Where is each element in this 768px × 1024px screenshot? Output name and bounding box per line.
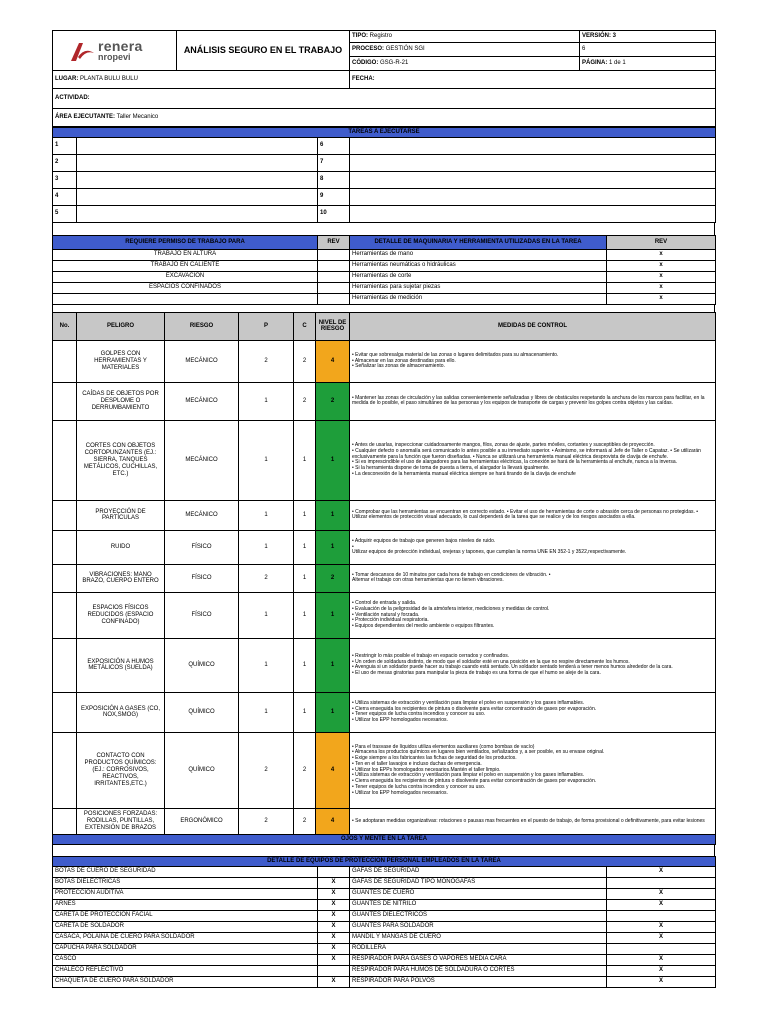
permiso-item: ESPACIOS CONFINADOS — [53, 282, 318, 293]
permiso-item: TRABAJO EN CALIENTE — [53, 260, 318, 271]
riesgo-row — [53, 808, 716, 834]
tareas-title: TAREAS A EJECUTARSE — [53, 128, 716, 138]
epp-check-right[interactable]: X — [607, 888, 716, 899]
riesgo-peligro: CORTES CON OBJETOS CORTOPUNZANTES (EJ.: SIERRA, TANQUES METÁLICOS, CUCHILLAS, ETC.) — [77, 420, 165, 500]
tarea-field[interactable] — [77, 154, 318, 171]
epp-item-left: CASCO — [53, 954, 318, 965]
riesgo-medidas: • Para el trasvase de líquidos utiliza elementos auxiliares (como bombas de vacío) • Almacena los productos químicos en lugares bien ventilados, señalizados y, a ser posible, en su envase original. • Exige siempre a los fabricantes las fichas de seguridad de los productos. • Ten en el taller lavaojos e incluso duchas de emergencia. • Utilizar los EPPs homologados necesarios.Mantén el taller limpio. • Utiliza sistemas de extracción y ventilación para limpiar el polvo en suspensión y los gases inflamables. • Cierra enseguida los recipientes de pintura o disolvente para evitar concentración de gases por evaporación. • Tener equipos de lucha contra incendios y conocer su uso. • Utilizar los EPP homologados necesarios. — [350, 732, 716, 808]
permiso-rev[interactable] — [318, 271, 350, 282]
maquinaria-rev-header: REV — [607, 235, 716, 249]
tareas-table — [52, 127, 716, 223]
epp-check-right[interactable]: X — [607, 921, 716, 932]
riesgo-p: 1 — [239, 530, 294, 564]
tarea-number: 10 — [318, 205, 350, 222]
epp-row — [53, 921, 716, 932]
riesgo-row — [53, 592, 716, 638]
permiso-row — [53, 260, 716, 271]
riesgo-c: 2 — [294, 808, 316, 834]
maquinaria-rev[interactable]: x — [607, 293, 716, 304]
epp-check-right[interactable]: X — [607, 965, 716, 976]
riesgo-c: 1 — [294, 592, 316, 638]
epp-title: DETALLE DE EQUIPOS DE PROTECCION PERSONAL EMPLEADOS EN LA TAREA — [53, 856, 716, 866]
epp-check-left[interactable]: X — [318, 954, 350, 965]
riesgos-footer: OJOS Y MENTE EN LA TAREA — [53, 834, 716, 844]
epp-check-right[interactable]: X — [607, 976, 716, 987]
riesgo-p: 2 — [239, 564, 294, 592]
tarea-number: 1 — [53, 137, 77, 154]
riesgo-no — [53, 564, 77, 592]
riesgo-no — [53, 638, 77, 692]
epp-check-left[interactable] — [318, 866, 350, 877]
riesgo-nivel-badge: 4 — [316, 340, 350, 382]
epp-check-right[interactable] — [607, 943, 716, 954]
tarea-field[interactable] — [77, 205, 318, 222]
permiso-item: EXCAVACION — [53, 271, 318, 282]
permiso-rev[interactable] — [318, 249, 350, 260]
maquinaria-rev[interactable]: x — [607, 282, 716, 293]
epp-row — [53, 943, 716, 954]
riesgo-row — [53, 500, 716, 530]
riesgo-nivel-badge: 1 — [316, 692, 350, 732]
col-no: No. — [53, 312, 77, 340]
epp-item-left: CARETA DE SOLDADOR — [53, 921, 318, 932]
tarea-field[interactable] — [77, 137, 318, 154]
epp-check-right[interactable] — [607, 910, 716, 921]
logo-text-line2: nropevi — [98, 52, 131, 62]
maquinaria-rev[interactable]: x — [607, 260, 716, 271]
fecha-field: FECHA: — [350, 71, 716, 89]
maquinaria-item: Herramientas neumáticas o hidráulicas — [350, 260, 607, 271]
riesgo-peligro: CAÍDAS DE OBJETOS POR DESPLOME O DERRUMBAMIENTO — [77, 382, 165, 420]
epp-row — [53, 888, 716, 899]
area-field: ÁREA EJECUTANTE: Taller Mecanico — [53, 109, 716, 127]
permisos-rev-header: REV — [318, 235, 350, 249]
riesgo-c: 1 — [294, 530, 316, 564]
epp-row — [53, 866, 716, 877]
epp-item-right: RESPIRADOR PARA POLVOS — [350, 976, 607, 987]
riesgo-no — [53, 808, 77, 834]
epp-row — [53, 877, 716, 888]
maquinaria-item: Herramientas de corte — [350, 271, 607, 282]
tarea-row — [53, 205, 716, 222]
riesgo-peligro: VIBRACIONES: MANO BRAZO, CUERPO ENTERO — [77, 564, 165, 592]
riesgo-medidas: • Adquirir equipos de trabajo que generen bajos niveles de ruido. • Utilizar equipos de protección individual, orejeras y tapones, que cumplan la norma UNE EN 352-1 y 3522,respectivamente. — [350, 530, 716, 564]
tarea-field[interactable] — [350, 188, 716, 205]
riesgo-p: 1 — [239, 638, 294, 692]
riesgo-medidas: • Tomar descansos de 10 minutos por cada hora de trabajo en condiciones de vibración. • Alternar el trabajo con otras herramientas que no tienen vibraciones. — [350, 564, 716, 592]
lugar-field: LUGAR: PLANTA BULU BULU — [53, 71, 350, 89]
riesgo-tipo: QUÍMICO — [165, 638, 239, 692]
epp-check-right[interactable]: X — [607, 954, 716, 965]
riesgo-no — [53, 340, 77, 382]
epp-check-left[interactable] — [318, 965, 350, 976]
riesgo-row — [53, 564, 716, 592]
riesgo-p: 1 — [239, 592, 294, 638]
epp-item-left: CASACA, POLAINA DE CUERO PARA SOLDADOR — [53, 932, 318, 943]
maquinaria-rev[interactable]: x — [607, 249, 716, 260]
permisos-title: REQUIERE PERMISO DE TRABAJO PARA — [53, 235, 318, 249]
spacer — [52, 223, 715, 235]
epp-item-left: CARETA DE PROTECCION FACIAL — [53, 910, 318, 921]
pagina-field: PÁGINA: 1 de 1 — [580, 57, 716, 71]
riesgo-medidas: • Utiliza sistemas de extracción y ventilación para limpiar el polvo en suspensión y los gases inflamables. • Cierra enseguida los recipientes de pintura o disolvente para evitar concentración de gases por evaporación. • Tener equipos de lucha contra incendios y conocer su uso. • Utilizar los EPP homologados necesarios. — [350, 692, 716, 732]
epp-item-left: ARNES — [53, 899, 318, 910]
codigo-field: CÓDIGO: GSG-R-21 — [350, 57, 580, 71]
company-logo-icon — [69, 39, 95, 63]
tarea-row — [53, 171, 716, 188]
riesgo-row — [53, 340, 716, 382]
epp-row — [53, 932, 716, 943]
tarea-number: 7 — [318, 154, 350, 171]
epp-item-right: RODILLERA — [350, 943, 607, 954]
riesgo-row — [53, 638, 716, 692]
riesgo-nivel-badge: 2 — [316, 564, 350, 592]
maquinaria-item: Herramientas de medición — [350, 293, 607, 304]
permiso-rev[interactable] — [318, 282, 350, 293]
riesgo-tipo: QUÍMICO — [165, 692, 239, 732]
epp-row — [53, 965, 716, 976]
riesgo-nivel-badge: 1 — [316, 592, 350, 638]
riesgo-nivel-badge: 4 — [316, 732, 350, 808]
epp-item-left: BOTAS DE CUERO DE SEGURIDAD — [53, 866, 318, 877]
tarea-field[interactable] — [350, 137, 716, 154]
riesgo-peligro: EXPOSICIÓN A HUMOS METÁLICOS (SUELDA) — [77, 638, 165, 692]
riesgo-tipo: QUÍMICO — [165, 732, 239, 808]
tarea-field[interactable] — [77, 188, 318, 205]
epp-item-left: CHAQUETA DE CUERO PARA SOLDADOR — [53, 976, 318, 987]
permiso-row — [53, 271, 716, 282]
riesgo-c: 1 — [294, 500, 316, 530]
form-title: ANÁLISIS SEGURO EN EL TRABAJO — [177, 31, 350, 71]
riesgo-row — [53, 420, 716, 500]
riesgo-p: 1 — [239, 420, 294, 500]
riesgo-no — [53, 732, 77, 808]
riesgo-tipo: FÍSICO — [165, 530, 239, 564]
riesgo-nivel-badge: 1 — [316, 420, 350, 500]
riesgo-row — [53, 382, 716, 420]
permiso-item — [53, 293, 318, 304]
riesgo-peligro: CONTACTO CON PRODUCTOS QUÍMICOS: (EJ.: CORROSIVOS, REACTIVOS, IRRITANTES,ETC.) — [77, 732, 165, 808]
epp-item-right: GUANTES DIELECTRICOS — [350, 910, 607, 921]
tarea-number: 5 — [53, 205, 77, 222]
epp-item-left: CAPUCHA PARA SOLDADOR — [53, 943, 318, 954]
epp-row — [53, 910, 716, 921]
epp-check-left[interactable]: X — [318, 910, 350, 921]
col-c: C — [294, 312, 316, 340]
form-page — [52, 30, 715, 988]
epp-row — [53, 954, 716, 965]
tarea-row — [53, 154, 716, 171]
tarea-row — [53, 137, 716, 154]
riesgo-tipo: MECÁNICO — [165, 340, 239, 382]
permiso-row — [53, 249, 716, 260]
col-p: P — [239, 312, 294, 340]
permiso-rev[interactable] — [318, 260, 350, 271]
col-nivel: NIVEL DE RIESGO — [316, 312, 350, 340]
riesgo-peligro: ESPACIOS FÍSICOS REDUCIDOS (ESPACIO CONFINADO) — [77, 592, 165, 638]
epp-row — [53, 976, 716, 987]
riesgo-c: 1 — [294, 638, 316, 692]
riesgo-peligro: GOLPES CON HERRAMIENTAS Y MATERIALES — [77, 340, 165, 382]
epp-check-left[interactable]: X — [318, 976, 350, 987]
logo-text-line1: renera — [98, 38, 143, 54]
tarea-number: 8 — [318, 171, 350, 188]
col-peligro: PELIGRO — [77, 312, 165, 340]
riesgo-medidas: • Antes de usarlas, inspeccionar cuidadosamente mangos, filos, zonas de ajuste, partes móviles, cortantes y susceptibles de proyección. • Cualquier defecto o anomalía será comunicado lo antes posible a su inmediato superior. • Asimismo, se informará al Jefe de Taller o Capataz. • Se utilizarán exclusivamente para la función que fueron diseñadas. • Nunca se utilizará una herramienta manual eléctrica desprovista de clavija de enchufe. • Si es imprescindible el uso de alargadores para las herramientas eléctricas, la conexión se hará de la herramienta al enchufe, nunca a la inversa. • Si la herramienta dispone de toma de puesta a tierra, el alargador la llevará igualmente. • La desconexión de la herramienta manual eléctrica siempre se hará tirando de la clavija de enchufe — [350, 420, 716, 500]
epp-check-left[interactable]: X — [318, 877, 350, 888]
epp-item-right: RESPIRADOR PARA HUMOS DE SOLDADURA O CORTES — [350, 965, 607, 976]
epp-check-left[interactable]: X — [318, 921, 350, 932]
riesgo-c: 1 — [294, 564, 316, 592]
epp-item-right: GUANTES DE NITRILO — [350, 899, 607, 910]
col-riesgo: RIESGO — [165, 312, 239, 340]
proceso-field: PROCESO: GESTIÓN SGI — [350, 43, 580, 57]
epp-row — [53, 899, 716, 910]
actividad-field: ACTIVIDAD: — [53, 89, 716, 109]
riesgo-p: 1 — [239, 382, 294, 420]
epp-item-right: GUANTES PARA SOLDADOR — [350, 921, 607, 932]
riesgo-medidas: • Mantener las zonas de circulación y las salidas convenientemente señalizadas y libres de obstáculos respetando la anchura de los marcos para facilitar, en la medida de lo posible, el paso simultáneo de las personas y los equipos de transporte de cargas y prevenir los golpes contra objetos y las caídas. — [350, 382, 716, 420]
riesgo-p: 2 — [239, 732, 294, 808]
tarea-field[interactable] — [77, 171, 318, 188]
tarea-row — [53, 188, 716, 205]
epp-item-right: RESPIRADOR PARA GASES O VAPORES MEDIA CARA — [350, 954, 607, 965]
tarea-field[interactable] — [350, 205, 716, 222]
riesgo-row — [53, 732, 716, 808]
tarea-number: 4 — [53, 188, 77, 205]
maquinaria-title: DETALLE DE MAQUINARIA Y HERRAMIENTA UTILIZADAS EN LA TAREA — [350, 235, 607, 249]
riesgo-medidas: • Evitar que sobresalga material de las zonas o lugares delimitados para su almacenamiento. • Almacenar en las zonas destinadas para ello. • Señalizar las zonas de almacenamiento. — [350, 340, 716, 382]
epp-table — [52, 856, 716, 988]
epp-item-right: GUANTES DE CUERO — [350, 888, 607, 899]
riesgo-peligro: POSICIONES FORZADAS: RODILLAS, PUNTILLAS, EXTENSIÓN DE BRAZOS — [77, 808, 165, 834]
epp-item-right: MANDIL Y MANGAS DE CUERO — [350, 932, 607, 943]
riesgo-peligro: EXPOSICIÓN A GASES (CO, NOX,SMOG) — [77, 692, 165, 732]
epp-check-right[interactable]: X — [607, 932, 716, 943]
riesgo-medidas: • Se adoptaran medidas organizativas: rotaciones o pausas mas frecuentes en el puesto de trabajo, de forma provisional o definitivamente, para evitar lesiones — [350, 808, 716, 834]
riesgo-p: 2 — [239, 808, 294, 834]
riesgo-nivel-badge: 2 — [316, 382, 350, 420]
epp-check-right[interactable] — [607, 877, 716, 888]
permiso-row — [53, 293, 716, 304]
epp-check-left[interactable]: X — [318, 899, 350, 910]
maquinaria-item: Herramientas de mano — [350, 249, 607, 260]
riesgo-row — [53, 530, 716, 564]
logo-cell — [53, 31, 177, 71]
riesgo-c: 1 — [294, 420, 316, 500]
riesgo-no — [53, 420, 77, 500]
epp-item-left: BOTAS DIELECTRICAS — [53, 877, 318, 888]
riesgo-medidas: • Restringir lo más posible el trabajo en espacio cerrados y confinados. • Un orden de soldadura distinto, de modo que el soldador esté en una posición en la que no respire directamente los humos. • Avenguia si un soldador puede hacer su trabajo cuando está sentado. Un soldador sentado tenderá a tener menos humos alrededor de la cara. • El uso de mesas giratorias para manipular la pieza de trabajo es una forma de que el humo se aleje de la cara. — [350, 638, 716, 692]
epp-check-right[interactable]: X — [607, 899, 716, 910]
epp-check-left[interactable]: X — [318, 943, 350, 954]
riesgo-c: 2 — [294, 732, 316, 808]
riesgo-nivel-badge: 1 — [316, 530, 350, 564]
riesgo-p: 1 — [239, 692, 294, 732]
riesgo-peligro: RUIDO — [77, 530, 165, 564]
riesgo-no — [53, 692, 77, 732]
riesgo-peligro: PROYECCIÓN DE PARTÍCULAS — [77, 500, 165, 530]
riesgo-tipo: MECÁNICO — [165, 382, 239, 420]
tarea-number: 2 — [53, 154, 77, 171]
spacer — [52, 305, 715, 312]
tarea-field[interactable] — [350, 154, 716, 171]
epp-item-left: PROTECCION AUDITIVA — [53, 888, 318, 899]
riesgo-p: 2 — [239, 340, 294, 382]
maquinaria-item: Herramientas para sujetar piezas — [350, 282, 607, 293]
riesgo-c: 1 — [294, 692, 316, 732]
permiso-rev[interactable] — [318, 293, 350, 304]
riesgo-medidas: • Control de entrada y salida. • Evaluación de la peligrosidad de la atmósfera interior, mediciones y medidas de control. • Ventilación natural y forzada. • Protección individual respiratoria. • Equipos dependientes del medio ambiente o equipos filtrantes. — [350, 592, 716, 638]
riesgo-tipo: FÍSICO — [165, 564, 239, 592]
riesgo-row — [53, 692, 716, 732]
riesgo-tipo: MECÁNICO — [165, 500, 239, 530]
epp-item-left: CHALECO REFLECTIVO — [53, 965, 318, 976]
epp-item-right: GAFAS DE SEGURIDAD — [350, 866, 607, 877]
permisos-table — [52, 235, 716, 305]
permiso-item: TRABAJO EN ALTURA — [53, 249, 318, 260]
tarea-number: 3 — [53, 171, 77, 188]
riesgo-c: 2 — [294, 340, 316, 382]
tarea-number: 9 — [318, 188, 350, 205]
epp-item-right: GAFAS DE SEGURIDAD TIPO MONOGAFAS — [350, 877, 607, 888]
riesgo-no — [53, 530, 77, 564]
col-medidas: MEDIDAS DE CONTROL — [350, 312, 716, 340]
riesgo-nivel-badge: 1 — [316, 638, 350, 692]
riesgo-tipo: ERGONÓMICO — [165, 808, 239, 834]
spacer — [52, 845, 715, 856]
riesgo-tipo: MECÁNICO — [165, 420, 239, 500]
riesgo-nivel-badge: 1 — [316, 500, 350, 530]
permiso-row — [53, 282, 716, 293]
maquinaria-rev[interactable]: x — [607, 271, 716, 282]
riesgo-no — [53, 382, 77, 420]
version-field: VERSIÓN: 3 — [580, 31, 716, 43]
tipo-field: TIPO: Registro — [350, 31, 580, 43]
riesgo-no — [53, 592, 77, 638]
riesgo-medidas: • Comprobar que las herramientas se encuentran en correcto estado. • Evitar el uso de herramientas de corte o abrasión cerca de personas no protegidas. • Utilizar elementos de protección visual adecuado, lo cual dependerá de la tarea que se realice y de los riesgos asociados a ella. — [350, 500, 716, 530]
riesgo-c: 2 — [294, 382, 316, 420]
epp-check-right[interactable]: X — [607, 866, 716, 877]
riesgo-no — [53, 500, 77, 530]
tarea-number: 6 — [318, 137, 350, 154]
riesgos-table — [52, 312, 716, 845]
riesgo-p: 1 — [239, 500, 294, 530]
tarea-field[interactable] — [350, 171, 716, 188]
epp-check-left[interactable]: X — [318, 932, 350, 943]
proceso-number: 6 — [580, 43, 716, 57]
riesgo-tipo: FÍSICO — [165, 592, 239, 638]
riesgo-nivel-badge: 4 — [316, 808, 350, 834]
epp-check-left[interactable]: X — [318, 888, 350, 899]
header-table — [52, 30, 716, 127]
